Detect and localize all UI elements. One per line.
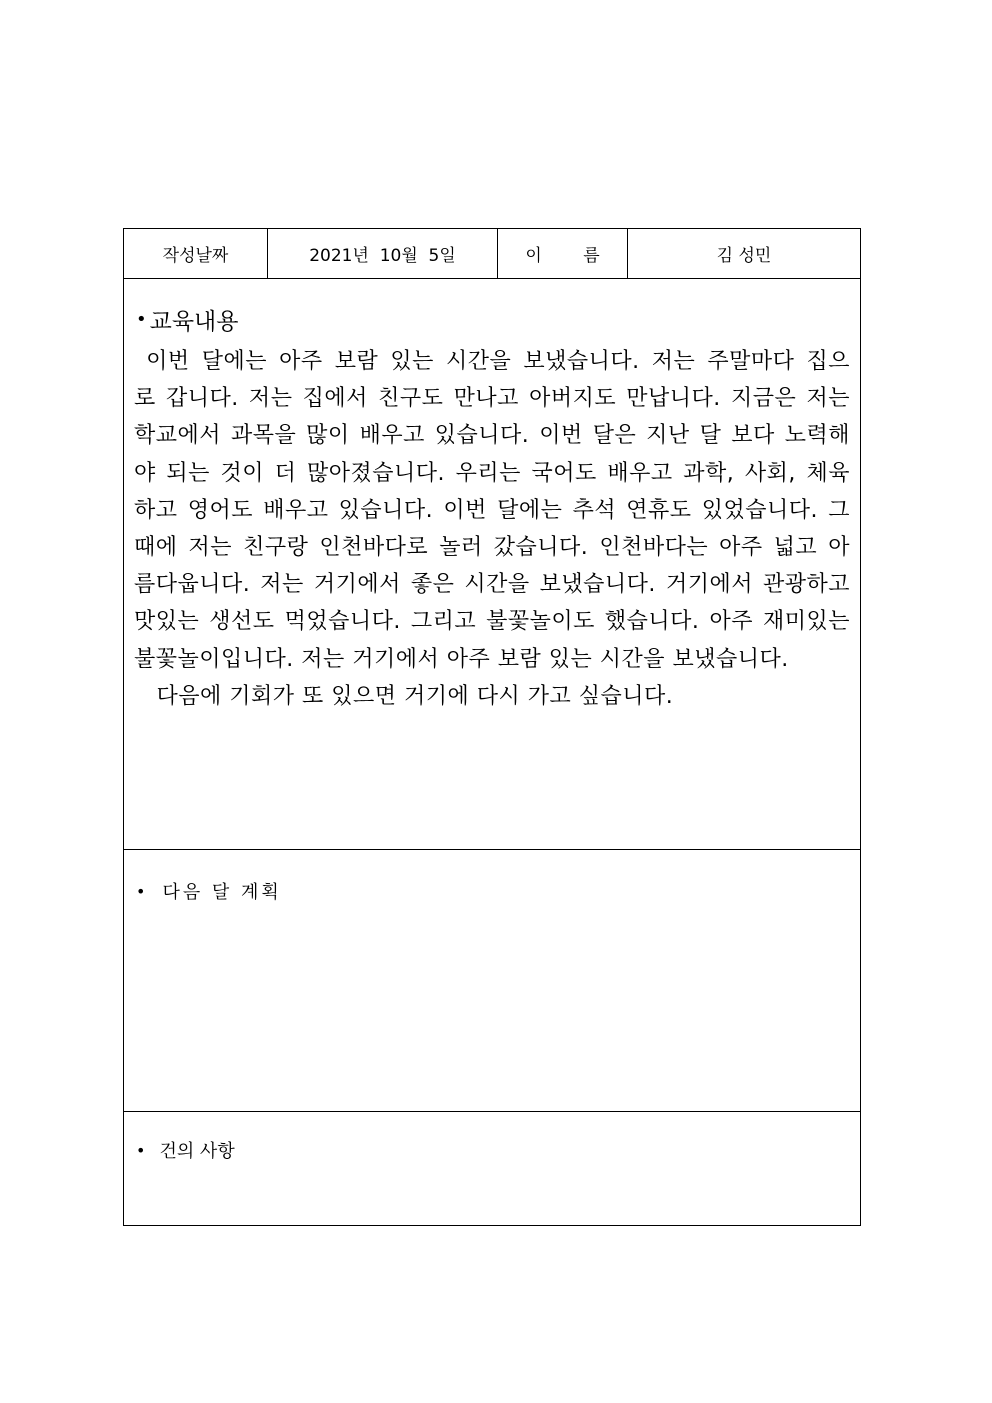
report-form [123,228,861,1226]
education-line: 다음에 기회가 또 있으면 거기에 다시 가고 싶습니다. [134,683,674,709]
next-month-plan-heading [136,878,282,904]
education-section [124,279,860,850]
name-label: 이 름 [525,246,618,266]
header-row [124,229,860,279]
education-line: 맛있는 생선도 먹었습니다. 그리고 불꽃놀이도 했습니다. 아주 재미있는 [134,609,850,635]
education-line: 학교에서 과목을 많이 배우고 있습니다. 이번 달은 지난 달 보다 노력해 [134,423,850,449]
next-month-plan-section [124,850,860,1112]
date-value: 2021년 10월 5일 [268,229,498,278]
education-line: 불꽃놀이입니다. 저는 거기에서 아주 보람 있는 시간을 보냈습니다. [134,646,789,672]
bullet-icon: • [136,881,149,901]
education-line: 이번 달에는 아주 보람 있는 시간을 보냈습니다. 저는 주말마다 집으 [134,349,850,374]
suggestions-title: 건의 사항 [159,1141,235,1162]
bullet-icon: • [136,1140,146,1160]
suggestions-heading [136,1137,235,1163]
suggestions-section [124,1112,860,1225]
education-line: 름다웁니다. 저는 거기에서 좋은 시간을 보냈습니다. 거기에서 관광하고 [134,572,850,598]
education-heading [136,303,239,336]
education-line: 로 갑니다. 저는 집에서 친구도 만나고 아버지도 만납니다. 지금은 저는 [134,386,850,412]
education-line: 때에 저는 친구랑 인천바다로 놀러 갔습니다. 인천바다는 아주 넓고 아 [134,535,850,561]
education-line: 야 되는 것이 더 많아졌습니다. 우리는 국어도 배우고 과학, 사회, 체육 [134,460,850,486]
education-body [134,343,850,715]
education-title: 교육내용 [149,309,239,335]
name-value: 김 성민 [716,246,772,266]
next-month-plan-title: 다음 달 계획 [162,882,282,903]
date-label: 작성날짜 [124,229,268,278]
bullet-icon: • [136,309,147,330]
name-label-cell [498,229,628,278]
education-line: 하고 영어도 배우고 있습니다. 이번 달에는 추석 연휴도 있었습니다. 그 [134,497,850,523]
